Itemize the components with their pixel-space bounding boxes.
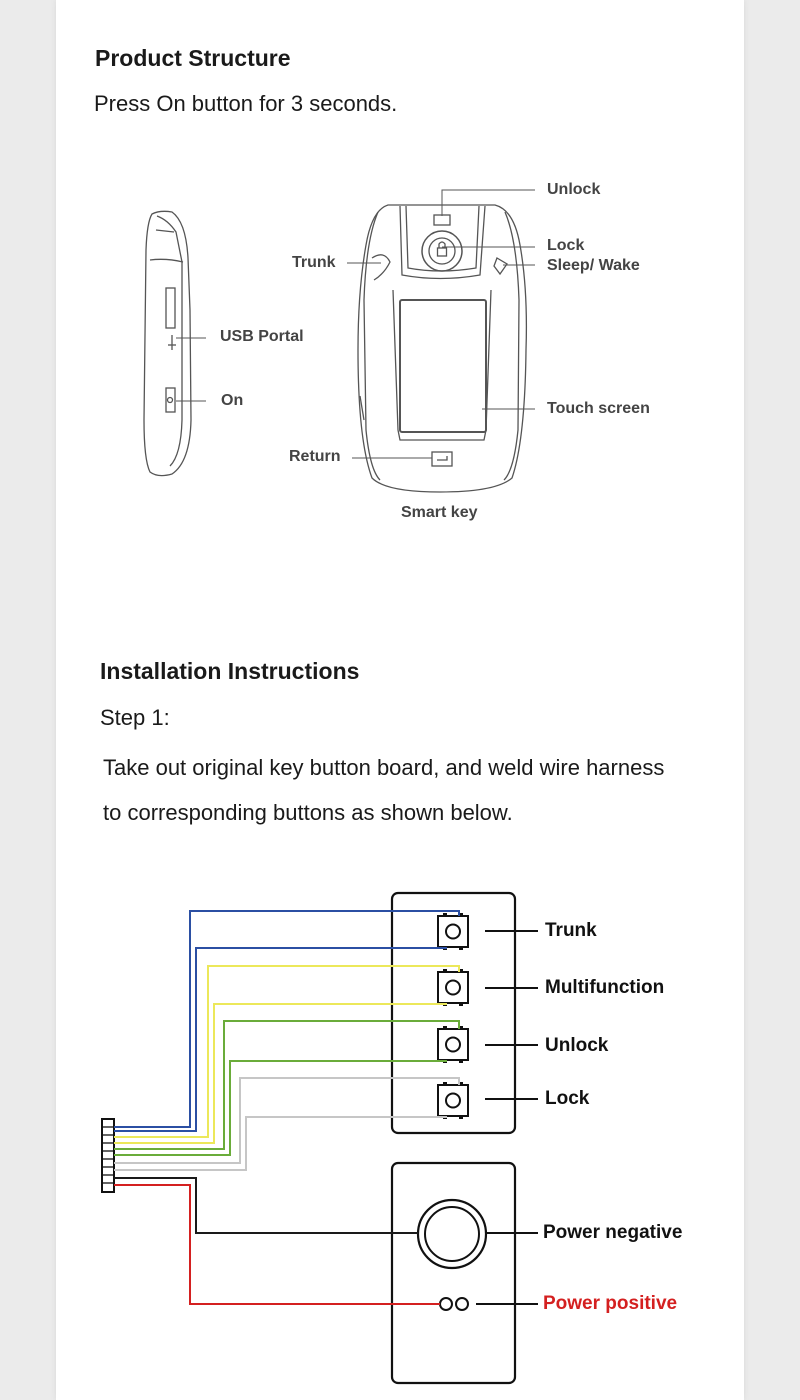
wire-gray-1 bbox=[114, 1078, 459, 1163]
side-view-device bbox=[144, 211, 191, 475]
illustration-caption: Smart key bbox=[401, 504, 478, 521]
wiring-label-lock: Lock bbox=[545, 1088, 590, 1109]
wire-green-1 bbox=[114, 1021, 459, 1149]
wire-yellow-2 bbox=[114, 1004, 447, 1143]
label-trunk: Trunk bbox=[292, 254, 336, 271]
wiring-label-unlock: Unlock bbox=[545, 1035, 609, 1056]
tactile-buttons bbox=[438, 916, 468, 1116]
label-return: Return bbox=[289, 448, 341, 465]
label-touch-screen: Touch screen bbox=[547, 400, 650, 417]
front-view-device bbox=[358, 205, 526, 492]
label-usb-portal: USB Portal bbox=[220, 328, 304, 345]
wire-blue-1 bbox=[114, 911, 459, 1127]
instruction-line-2: to corresponding buttons as shown below. bbox=[103, 800, 513, 825]
label-unlock: Unlock bbox=[547, 181, 601, 198]
wiring-label-trunk: Trunk bbox=[545, 920, 597, 941]
wire-connector bbox=[102, 1119, 114, 1192]
power-button bbox=[418, 1200, 486, 1310]
button-pins bbox=[443, 913, 463, 1119]
wire-green-2 bbox=[114, 1061, 447, 1155]
wiring-diagram bbox=[102, 893, 538, 1383]
front-leader-lines bbox=[347, 190, 535, 458]
label-sleep-wake: Sleep/ Wake bbox=[547, 257, 640, 274]
wire-black bbox=[114, 1178, 418, 1233]
label-on: On bbox=[221, 392, 244, 409]
button-leader-lines bbox=[476, 931, 538, 1304]
wiring-label-multifunction: Multifunction bbox=[545, 977, 665, 998]
power-board bbox=[392, 1163, 515, 1383]
button-board bbox=[392, 893, 515, 1133]
instruction-line-1: Take out original key button board, and weld wire harness bbox=[103, 755, 665, 780]
wires bbox=[114, 911, 459, 1304]
wiring-label-power-negative: Power negative bbox=[543, 1222, 683, 1243]
wire-blue-2 bbox=[114, 948, 447, 1131]
wiring-label-power-positive: Power positive bbox=[543, 1293, 678, 1314]
label-lock: Lock bbox=[547, 237, 585, 254]
section-title-installation: Installation Instructions bbox=[100, 658, 360, 684]
wire-yellow-1 bbox=[114, 966, 459, 1137]
product-instruction: Press On button for 3 seconds. bbox=[94, 91, 398, 116]
step-label: Step 1: bbox=[100, 705, 170, 730]
section-title-product-structure: Product Structure bbox=[95, 45, 291, 71]
